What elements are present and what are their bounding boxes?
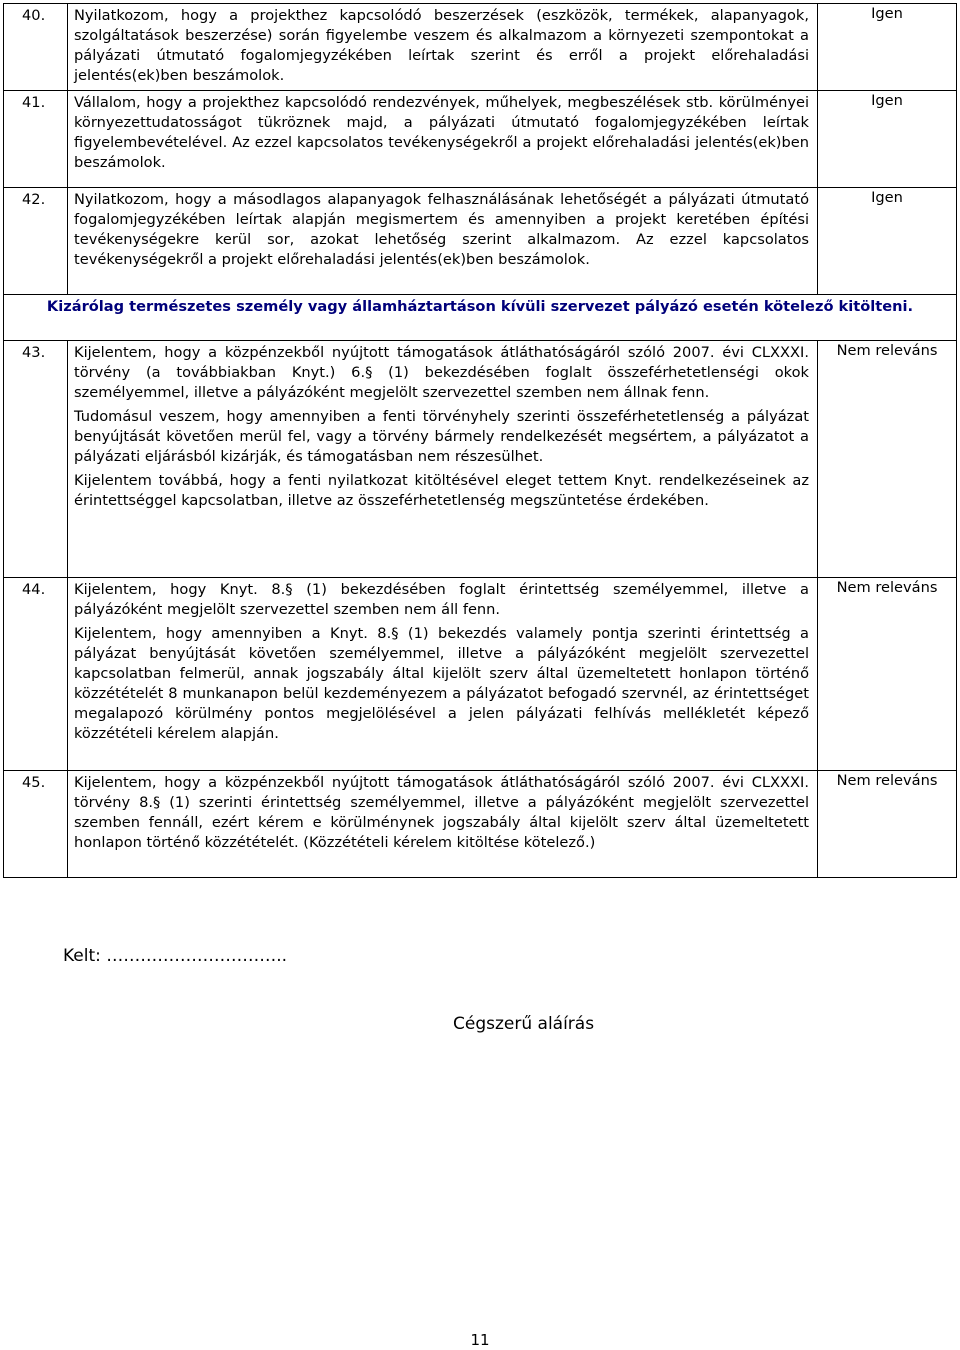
declaration-row-44: [4, 578, 957, 771]
declaration-row-42: [4, 188, 957, 295]
declaration-paragraph: Kijelentem továbbá, hogy a fenti nyilatkozat kitöltésével eleget tettem Knyt. rendelkezéseinek az érintettséggel kapcsolatban, illetve az összeférhetetlenség megszüntetése érdekében.: [74, 472, 809, 509]
declaration-row-41: [4, 91, 957, 188]
answer-value: Igen: [818, 188, 957, 295]
row-number: 43.: [4, 341, 68, 578]
declaration-text: [68, 341, 818, 578]
declaration-paragraph: Nyilatkozom, hogy a projekthez kapcsolódó beszerzések (eszközök, termékek, alapanyagok, szolgáltatások beszerzése) során figyelembe veszem és alkalmazom a környezeti szempontokat a pályázati útmutató fogalomjegyzékében leírtak szerint és erről a projekt előrehaladási jelentés(ek)ben beszámolok.: [74, 7, 809, 84]
declaration-row-45: [4, 771, 957, 878]
row-number: 44.: [4, 578, 68, 771]
declaration-text: [68, 91, 818, 188]
declaration-paragraph: Kijelentem, hogy Knyt. 8.§ (1) bekezdésében foglalt érintettség személyemmel, illetve a pályázóként megjelölt szervezettel szemben nem áll fenn.: [74, 581, 809, 618]
answer-value: Nem releváns: [818, 341, 957, 578]
answer-value: Nem releváns: [818, 771, 957, 878]
declaration-text: [68, 4, 818, 91]
row-number: 45.: [4, 771, 68, 878]
row-number: 41.: [4, 91, 68, 188]
answer-value: Igen: [818, 4, 957, 91]
declaration-table: [3, 3, 957, 878]
page-number: 11: [470, 1331, 490, 1349]
row-number: 40.: [4, 4, 68, 91]
declaration-paragraph: Kijelentem, hogy a közpénzekből nyújtott támogatások átláthatóságáról szóló 2007. évi CLXXXI. törvény 8.§ (1) szerinti érintettség személyemmel, illetve a pályázóként megjelölt szervezettel szemben fennáll, ezért kérem e körülménynek jogszabály által kijelölt szerv által üzemeltetett honlapon történő közzétételét. (Közzétételi kérelem kitöltése kötelező.): [74, 774, 809, 851]
declaration-text: [68, 188, 818, 295]
declaration-paragraph: Kijelentem, hogy a közpénzekből nyújtott támogatások átláthatóságáról szóló 2007. évi CLXXXI. törvény (a továbbiakban Knyt.) 6.§ (1) bekezdésében foglalt összeférhetetlenségi okok személyemmel, illetve a pályázóként megjelölt szervezettel szemben nem állnak fenn.: [74, 344, 809, 401]
section-banner: Kizárólag természetes személy vagy államháztartáson kívüli szervezet pályázó esetén kötelező kitölteni.: [4, 295, 957, 341]
section-banner-row: [4, 295, 957, 341]
declaration-paragraph: Kijelentem, hogy amennyiben a Knyt. 8.§ (1) bekezdés valamely pontja szerinti érintettség a pályázat benyújtását követően személyemmel, illetve a pályázóként megjelölt szervezettel kapcsolatban felmerül, annak jogszabály által kijelölt szerv által üzemeltetett honlapon történő közzétételét 8 munkanapon belül kezdeményezem a pályázatot befogadó szervnél, az érintettséget megalapozó körülmény pontos megjelölésével a jelen pályázati felhívás mellékletét képező közzétételi kérelem alapján.: [74, 625, 809, 742]
signature-label: Cégszerű aláírás: [453, 1014, 595, 1034]
declaration-row-43: [4, 341, 957, 578]
declaration-paragraph: Nyilatkozom, hogy a másodlagos alapanyagok felhasználásának lehetőségét a pályázati útmutató fogalomjegyzékében leírtak alapján megismertem és amennyiben a projekt keretében építési tevékenységekre kerül sor, azokat lehetőség szerint alkalmazom. Az ezzel kapcsolatos tevékenységekről a projekt előrehaladási jelentés(ek)ben beszámolok.: [74, 191, 809, 268]
declaration-text: [68, 771, 818, 878]
answer-value: Igen: [818, 91, 957, 188]
row-number: 42.: [4, 188, 68, 295]
declaration-text: [68, 578, 818, 771]
date-line: Kelt: …………………………..: [63, 946, 288, 966]
answer-value: Nem releváns: [818, 578, 957, 771]
declaration-paragraph: Tudomásul veszem, hogy amennyiben a fenti törvényhely szerinti összeférhetetlenség a pályázat benyújtását követően merül fel, vagy a törvény bármely rendelkezését megsértem, a pályázatot a pályázati eljárásból kizárják, és támogatásban nem részesülhet.: [74, 408, 809, 465]
declaration-paragraph: Vállalom, hogy a projekthez kapcsolódó rendezvények, műhelyek, megbeszélések stb. körülményei környezettudatosságot tükröznek majd, a pályázati útmutató fogalomjegyzékében leírtak figyelembevételével. Az ezzel kapcsolatos tevékenységekről a projekt előrehaladási jelentés(ek)ben beszámolok.: [74, 94, 809, 171]
declaration-row-40: [4, 4, 957, 91]
declaration-table-body: [4, 4, 957, 878]
